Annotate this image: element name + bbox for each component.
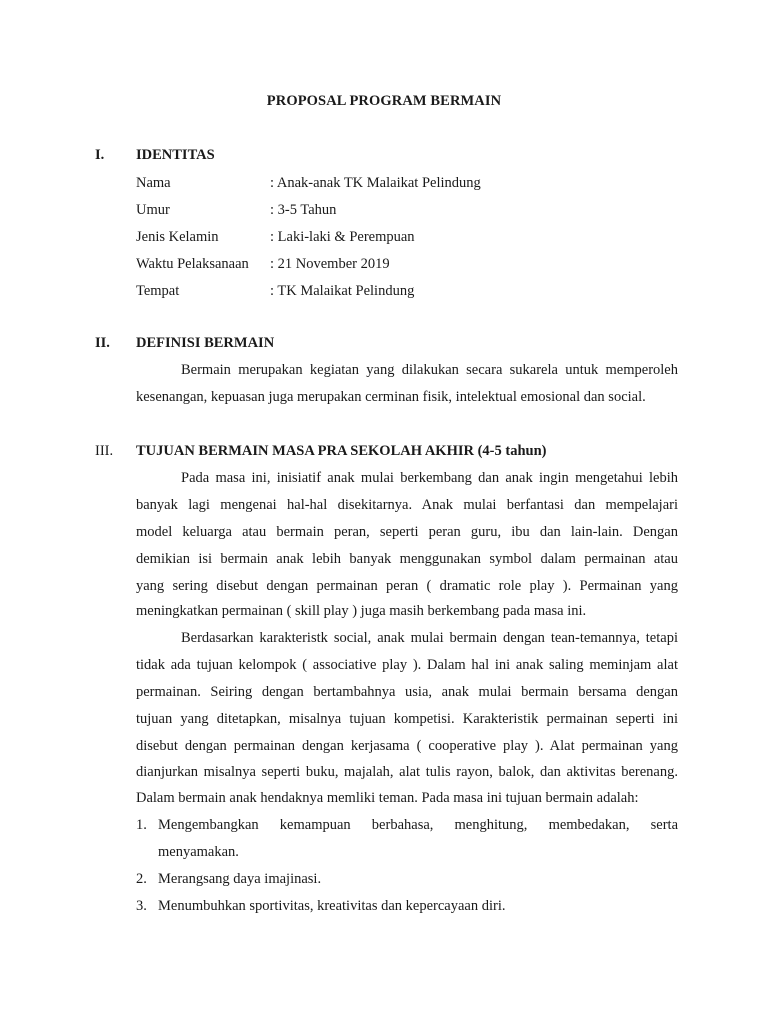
paragraph2-line: Berdasarkan karakteristk social, anak mulai bermain dengan tean-temannya, tetapi	[181, 630, 678, 646]
paragraph1-line: Pada masa ini, inisiatif anak mulai berkembang dan anak ingin mengetahui lebih	[181, 470, 678, 486]
paragraph1-line: meningkatkan permainan ( skill play ) juga masih berkembang pada masa ini.	[136, 603, 587, 619]
section-1-heading: IDENTITAS	[136, 147, 215, 163]
identity-label-tempat: Tempat	[136, 283, 180, 299]
document-title: PROPOSAL PROGRAM BERMAIN	[266, 93, 502, 109]
identity-label-umur: Umur	[136, 202, 170, 218]
identity-label-jenis-kelamin: Jenis Kelamin	[136, 229, 219, 245]
identity-value-jenis-kelamin: : Laki-laki & Perempuan	[270, 229, 415, 245]
list-item-number: 1.	[136, 817, 147, 833]
paragraph2-line: disebut dengan permainan dengan kerjasama ( cooperative play ). Alat permainan yang	[136, 738, 678, 754]
paragraph2-line: permainan. Seiring dengan bertambahnya usia, anak mulai bermain bersama dengan	[136, 684, 678, 700]
definition-line: Bermain merupakan kegiatan yang dilakukan secara sukarela untuk memperoleh	[181, 362, 678, 378]
identity-label-nama: Nama	[136, 175, 171, 191]
paragraph1-line: demikian isi bermain anak lebih banyak menggunakan symbol dalam permainan atau	[136, 551, 678, 567]
identity-value-waktu: : 21 November 2019	[270, 256, 390, 272]
paragraph2-line: dianjurkan misalnya seperti buku, majalah, alat tulis rayon, balok, dan aktivitas berenang.	[136, 764, 678, 780]
definition-line: kesenangan, kepuasan juga merupakan cerminan fisik, intelektual emosional dan social.	[136, 389, 646, 405]
paragraph2-line: tujuan yang ditetapkan, misalnya tujuan kompetisi. Karakteristik permainan seperti ini	[136, 711, 678, 727]
section-2-number: II.	[95, 335, 110, 351]
section-2-heading: DEFINISI BERMAIN	[136, 335, 275, 351]
paragraph1-line: yang sering disebut dengan permainan peran ( dramatic role play ). Permainan yang	[136, 578, 678, 594]
paragraph1-line: banyak lagi mengenai hal-hal disekitarnya. Anak mulai berfantasi dan mempelajari	[136, 497, 678, 513]
paragraph1-line: model keluarga atau bermain peran, seperti peran guru, ibu dan lain-lain. Dengan	[136, 524, 678, 540]
identity-label-waktu: Waktu Pelaksanaan	[136, 256, 249, 272]
section-1-number: I.	[95, 147, 105, 163]
paragraph2-line: Dalam bermain anak hendaknya memliki teman. Pada masa ini tujuan bermain adalah:	[136, 790, 639, 806]
list-item-number: 3.	[136, 898, 147, 914]
list-item-line: menyamakan.	[158, 844, 239, 860]
list-item-line: Mengembangkan kemampuan berbahasa, menghitung, membedakan, serta	[158, 817, 678, 833]
identity-value-tempat: : TK Malaikat Pelindung	[270, 283, 415, 299]
paragraph2-line: tidak ada tujuan kelompok ( associative play ). Dalam hal ini anak saling meminjam alat	[136, 657, 678, 673]
list-item-line: Merangsang daya imajinasi.	[158, 871, 322, 887]
identity-value-umur: : 3-5 Tahun	[270, 202, 337, 218]
list-item-line: Menumbuhkan sportivitas, kreativitas dan kepercayaan diri.	[158, 898, 506, 914]
section-3-heading: TUJUAN BERMAIN MASA PRA SEKOLAH AKHIR (4-5 tahun)	[136, 443, 547, 459]
list-item-number: 2.	[136, 871, 147, 887]
identity-value-nama: : Anak-anak TK Malaikat Pelindung	[270, 175, 481, 191]
section-3-number: III.	[95, 443, 114, 459]
